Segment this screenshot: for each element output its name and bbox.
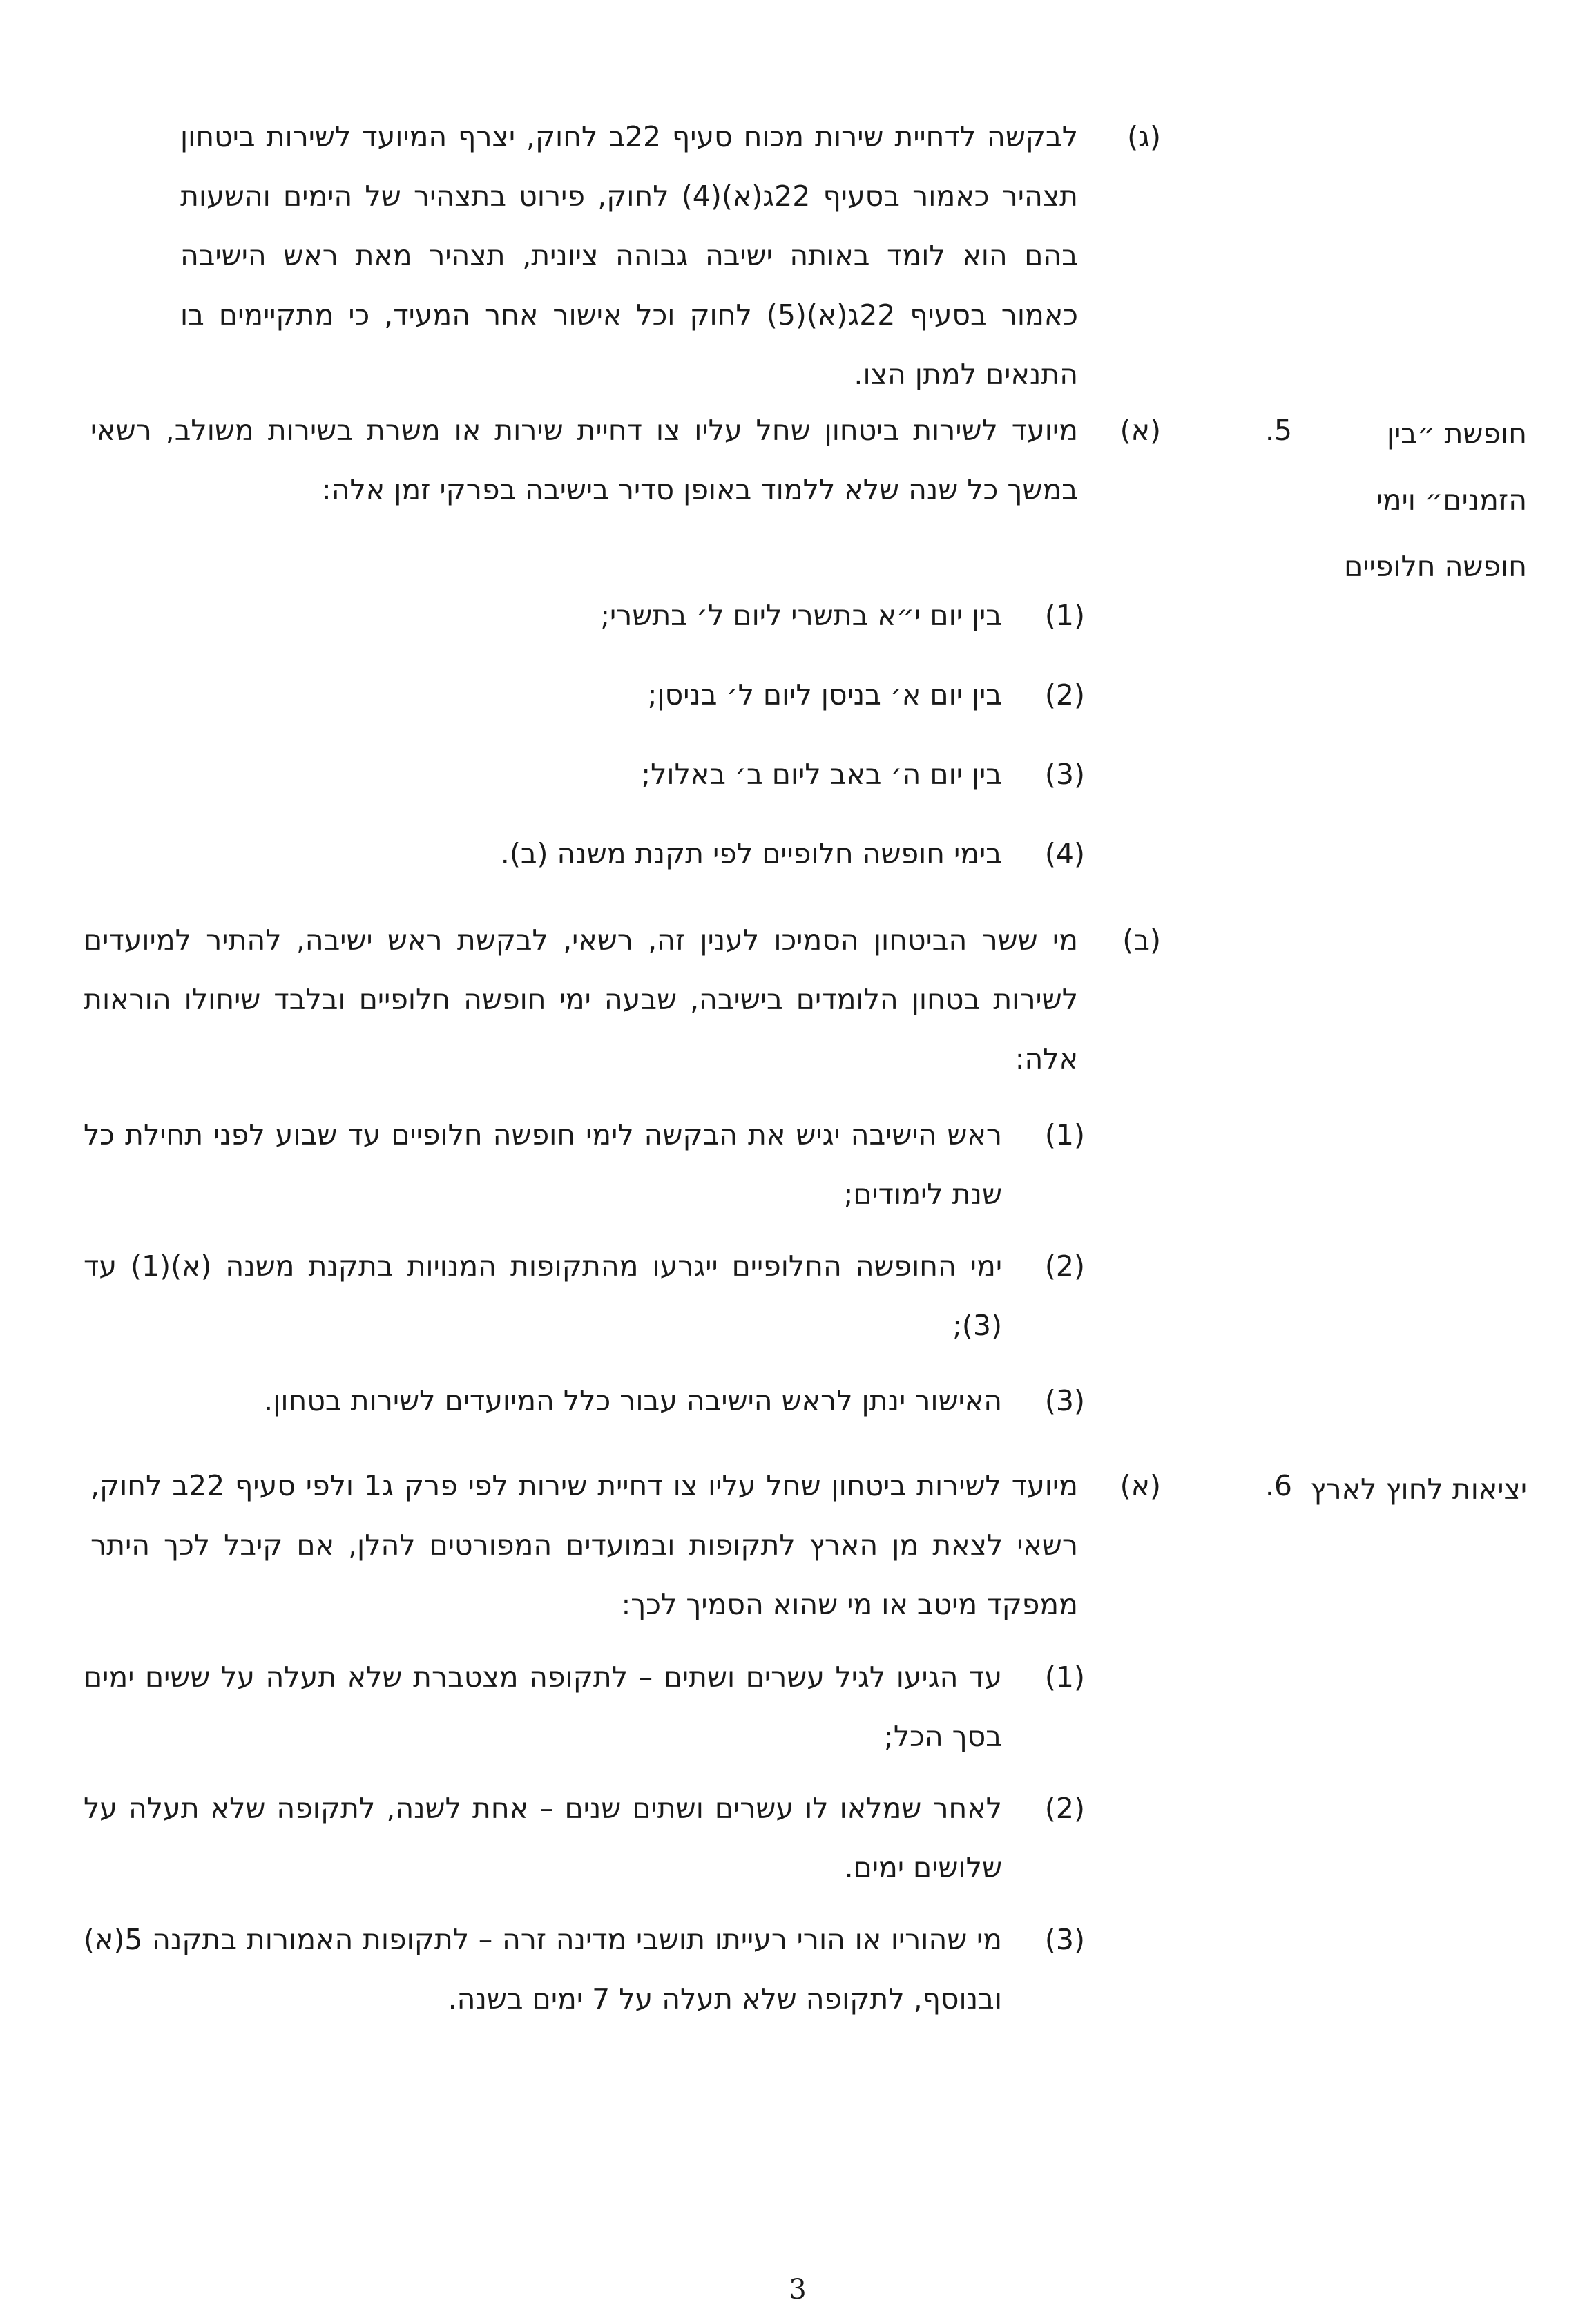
page-number: 3: [789, 2274, 807, 2306]
section-5-number: 5.: [1265, 414, 1292, 447]
section-5b-label: (ב): [1122, 923, 1161, 957]
s6a-item-2-text: לאחר שמלאו לו עשרים ושתים שנים – אחת לשנה, לתקופה שלא תעלה על שלושים ימים.: [84, 1792, 1002, 1884]
section-6-title: יציאות לחוץ לארץ: [1310, 1473, 1527, 1506]
section-5-title: חופשת ״בין הזמנים״ וימי חופשה חלופיים: [1344, 417, 1527, 583]
s5a-item-3-text: בין יום ה׳ באב ליום ב׳ באלול;: [641, 758, 1002, 791]
s6a-item-3-label: (3): [1044, 1923, 1085, 1956]
s5b-item-2-label: (2): [1044, 1250, 1085, 1283]
s6a-item-3-text: מי שהוריו או הורי רעייתו תושבי מדינה זרה – לתקופות האמורות בתקנה 5(א) ובנוסף, לתקופה שלא תעלה על 7 ימים בשנה.: [84, 1923, 1002, 2016]
s5a-item-2-text: בין יום א׳ בניסן ליום ל׳ בניסן;: [647, 678, 1002, 711]
s6a-item-1-label: (1): [1044, 1660, 1085, 1694]
section-5a-text: מיועד לשירות ביטחון שחל עליו צו דחיית שירות או משרת בשירות משולב, רשאי במשך כל שנה שלא ללמוד באופן סדיר בישיבה בפרקי זמן אלה:: [90, 414, 1078, 506]
s5a-item-2-label: (2): [1044, 678, 1085, 711]
s6a-item-2-label: (2): [1044, 1792, 1085, 1825]
section-6a-text: מיועד לשירות ביטחון שחל עליו צו דחיית שירות לפי פרק ג1 ולפי סעיף 22ב לחוק, רשאי לצאת מן הארץ לתקופות ובמועדים המפורטים להלן, אם קיבל לכך היתר ממפקד מיטב או מי שהוא הסמיך לכך:: [90, 1469, 1078, 1621]
section-5a-label: (א): [1119, 414, 1161, 447]
section-6-number: 6.: [1265, 1469, 1292, 1502]
clause-g-body: לבקשה לדחיית שירות מכוח סעיף 22ב לחוק, יצרף המיועד לשירות ביטחון תצהיר כאמור בסעיף 22ג(א)(4) לחוק, פירוט בתצהיר של הימים והשעות בהם הוא לומד באותה ישיבה גבוהה ציונית, תצהיר מאת ראש הישיבה כאמור בסעיף 22ג(א)(5) לחוק וכל אישור אחר המעיד, כי מתקיימים בו התנאים למתן הצו.: [180, 120, 1078, 391]
s5a-item-4-text: בימי חופשה חלופיים לפי תקנת משנה (ב).: [500, 837, 1002, 870]
s5a-item-1-label: (1): [1044, 599, 1085, 632]
s5a-item-3-label: (3): [1044, 758, 1085, 791]
section-5b-text: מי ששר הביטחון הסמיכו לענין זה, רשאי, לבקשת ראש ישיבה, להתיר למיועדים לשירות בטחון הלומדים בישיבה, שבעה ימי חופשה חלופיים ובלבד שיחולו הוראות אלה:: [84, 923, 1078, 1075]
s5b-item-2-text: ימי החופשה החלופיים ייגרעו מהתקופות המנויות בתקנת משנה (א)(1) עד (3);: [84, 1250, 1002, 1342]
s6a-item-1-text: עד הגיעו לגיל עשרים ושתים – לתקופה מצטברת שלא תעלה על ששים ימים בסך הכל;: [84, 1660, 1002, 1753]
s5a-item-1-text: בין יום י״א בתשרי ליום ל׳ בתשרי;: [600, 599, 1002, 632]
s5a-item-4-label: (4): [1044, 837, 1085, 870]
s5b-item-1-label: (1): [1044, 1118, 1085, 1151]
clause-text-g: [180, 107, 1182, 404]
section-6a-label: (א): [1119, 1469, 1161, 1502]
s5b-item-1-text: ראש הישיבה יגיש את הבקשה לימי חופשה חלופיים עד שבוע לפני תחילת כל שנת לימודים;: [84, 1118, 1002, 1211]
s5b-item-3-text: האישור ינתן לראש הישיבה עבור כלל המיועדים לשירות בטחון.: [264, 1384, 1002, 1417]
clause-label-g: (ג): [1127, 120, 1161, 153]
s5b-item-3-label: (3): [1044, 1384, 1085, 1417]
